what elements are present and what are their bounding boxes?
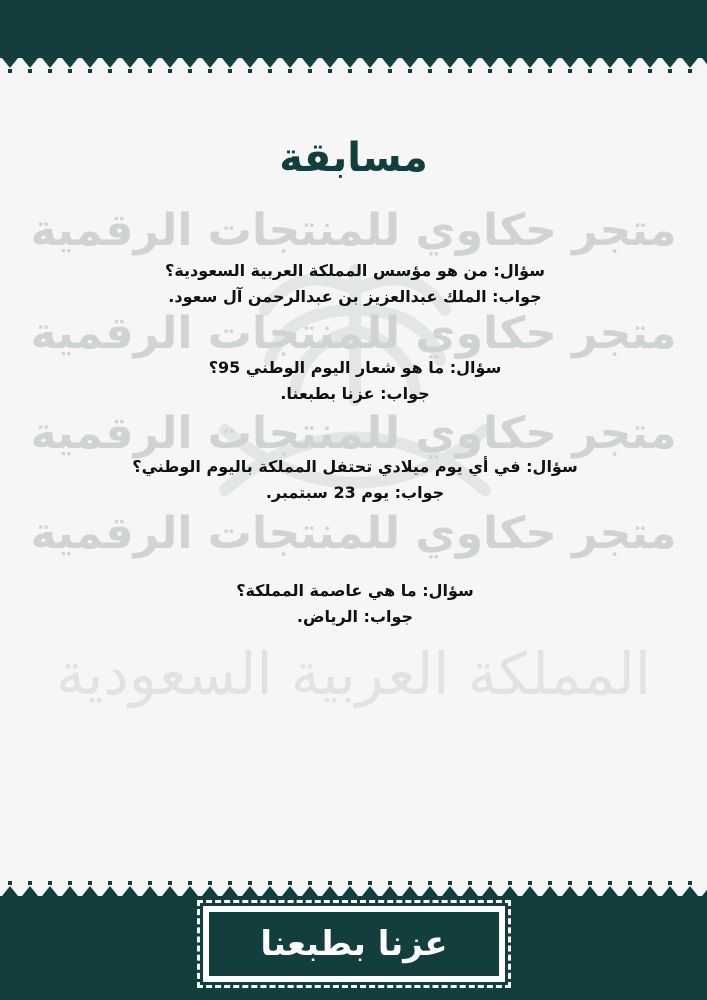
question-text: سؤال: ما هي عاصمة المملكة؟ <box>236 581 474 600</box>
qa-block <box>60 454 650 506</box>
answer-text: جواب: الملك عبدالعزيز بن عبدالرحمن آل سعود. <box>168 287 542 306</box>
watermark-text: متجر حكاوي للمنتجات الرقمية <box>30 308 677 359</box>
slogan-text: عزنا بطبعنا <box>260 924 448 964</box>
top-pattern-trim <box>0 50 707 76</box>
qa-block <box>60 578 650 630</box>
question-text: سؤال: ما هو شعار اليوم الوطني 95؟ <box>208 358 502 377</box>
page-title: مسابقة <box>279 135 428 181</box>
answer-text: جواب: عزنا بطبعنا. <box>280 384 430 403</box>
answer-text: جواب: الرياض. <box>296 607 414 626</box>
answer-text: جواب: يوم 23 سبتمبر. <box>265 483 445 502</box>
qa-block <box>60 258 650 310</box>
slogan-badge <box>203 906 505 982</box>
qa-block <box>60 355 650 407</box>
watermark-text: متجر حكاوي للمنتجات الرقمية <box>30 408 677 459</box>
watermark-text: متجر حكاوي للمنتجات الرقمية <box>30 508 677 559</box>
question-text: سؤال: في أي يوم ميلادي تحتفل المملكة باليوم الوطني؟ <box>132 457 578 476</box>
question-text: سؤال: من هو مؤسس المملكة العربية السعودية؟ <box>165 261 545 280</box>
watermark-text: متجر حكاوي للمنتجات الرقمية <box>30 205 677 256</box>
calligraphy-watermark: المملكة العربية السعودية <box>55 640 652 708</box>
